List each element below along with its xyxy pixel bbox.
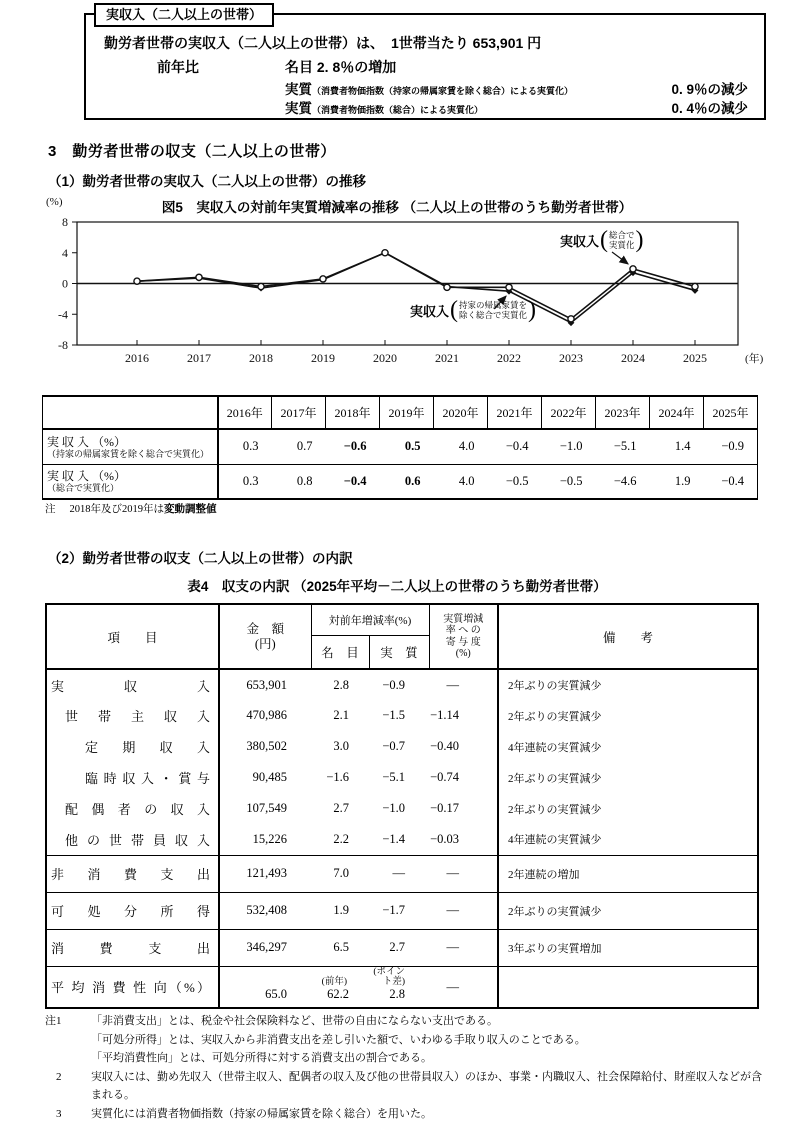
table4-item-label: 非 消 費 支 出 <box>47 864 218 883</box>
table4-cell-value: 3.0 <box>311 739 349 754</box>
table4-remark-cell: 4年連続の実質減少 <box>498 824 758 855</box>
table4-amount-cell <box>219 892 311 929</box>
summary-real1-value: 0. 9％の減少 <box>671 78 748 98</box>
table1-value-cell: −1.0 <box>542 429 596 464</box>
table4-contribution-cell <box>429 762 498 793</box>
x-tick-label: 2021 <box>435 351 459 365</box>
table4-item-label: 他 の 世 帯 員 収 入 <box>47 830 218 849</box>
summary-real2-value: 0. 4％の減少 <box>671 97 748 117</box>
x-tick-label: 2024 <box>621 351 645 365</box>
table1-value-cell: −0.4 <box>704 464 758 499</box>
marker-open-circle <box>382 250 388 256</box>
table4-amount-cell <box>219 966 311 1008</box>
table4-remark-cell: 2年ぶりの実質減少 <box>498 892 758 929</box>
breakdown-table <box>45 603 759 1009</box>
table4-remark-cell <box>498 966 758 1008</box>
summary-tab-title: 実収入（二人以上の世帯） <box>94 3 274 27</box>
x-tick-label: 2018 <box>249 351 273 365</box>
table4-real-cell <box>369 731 429 762</box>
breakdown-table-wrap <box>45 603 759 1009</box>
annotation-arrow <box>612 252 628 264</box>
x-tick-label: 2016 <box>125 351 149 365</box>
note-bold: 変動調整値 <box>164 504 217 515</box>
table4-contribution-cell <box>429 669 498 700</box>
table4-cell-value: 2.1 <box>311 708 349 723</box>
footnote-number <box>45 1031 91 1050</box>
table1-row <box>43 429 758 464</box>
summary-real2 <box>285 97 483 118</box>
table1-year-header: 2016年 <box>218 396 272 429</box>
table1-year-header: 2023年 <box>596 396 650 429</box>
marker-open-circle <box>134 278 140 284</box>
table4-amount-cell <box>219 700 311 731</box>
table4-item-label: 可 処 分 所 得 <box>47 901 218 920</box>
table4-cell-value: −1.14 <box>429 708 459 723</box>
table4-item-label: 臨 時 収 入 ・ 賞 与 <box>47 768 218 787</box>
table4-cell-value: −1.0 <box>369 801 405 816</box>
table4-header-yoy: 対前年増減率(%) <box>311 604 429 635</box>
table4-real-cell <box>369 892 429 929</box>
table4-contribution-cell <box>429 824 498 855</box>
footnote-row <box>45 1049 771 1068</box>
table4-amount-cell <box>219 824 311 855</box>
table4-real-cell <box>369 855 429 892</box>
table1-year-header: 2024年 <box>650 396 704 429</box>
summary-real1-prefix: 実質 <box>285 82 312 97</box>
footnote-text: 実収入には、勤め先収入（世帯主収入、配偶者の収入及び他の世帯員収入）のほか、事業・内職収入、社会保障給付、財産収入などが含まれる。 <box>91 1068 771 1105</box>
table1-value-cell: 0.3 <box>218 429 272 464</box>
table4-nominal-cell <box>311 793 369 824</box>
x-axis-unit-label: (年) <box>745 351 764 365</box>
table1-value-cell: −0.5 <box>542 464 596 499</box>
table4-header-real: 実 質 <box>369 635 429 669</box>
annotation-paren-line: 総合で <box>609 230 635 240</box>
x-tick-label: 2020 <box>373 351 397 365</box>
table4-item-cell <box>46 929 219 966</box>
table4-contribution-cell <box>429 793 498 824</box>
table1-year-header: 2022年 <box>542 396 596 429</box>
x-tick-label: 2017 <box>187 351 211 365</box>
table4-amount-cell <box>219 731 311 762</box>
table4-nominal-cell <box>311 700 369 731</box>
footnote-row <box>45 1031 771 1050</box>
annotation-paren-open: ( <box>599 228 609 252</box>
table4-remark-cell: 2年ぶりの実質減少 <box>498 669 758 700</box>
table4-real-cell <box>369 793 429 824</box>
table4-row <box>46 855 758 892</box>
table4-real-cell <box>369 966 429 1008</box>
table1-row-label-sub: （持家の帰属家賃を除く総合で実質化） <box>47 449 213 459</box>
table1-row-label <box>43 429 218 464</box>
table4-contribution-cell <box>429 731 498 762</box>
marker-open-circle <box>196 274 202 280</box>
table4-row <box>46 892 758 929</box>
summary-yoy-label: 前年比 <box>157 57 199 77</box>
y-tick-label: 0 <box>62 277 68 291</box>
table1-value-cell: 0.6 <box>380 464 434 499</box>
marker-open-circle <box>258 283 264 289</box>
table4-item-label: 消 費 支 出 <box>47 938 218 957</box>
table4-cell-value: 15,226 <box>220 832 287 847</box>
table4-item-cell <box>46 892 219 929</box>
table4-row <box>46 824 758 855</box>
table4-header-item: 項 目 <box>46 604 219 669</box>
table1-value-cell: −0.4 <box>488 429 542 464</box>
series-annotation <box>410 298 537 322</box>
summary-real1-note: （消費者物価指数（持家の帰属家賃を除く総合）による実質化） <box>312 86 573 96</box>
table4-nominal-cell <box>311 824 369 855</box>
table4-row <box>46 966 758 1008</box>
y-tick-label: 4 <box>62 246 68 260</box>
table4-cell-value: 62.2 <box>311 987 349 1002</box>
annotation-paren-close: ) <box>527 298 537 322</box>
table1-value-cell: 1.9 <box>650 464 704 499</box>
table4-header-amount: 金 額 (円) <box>219 604 311 669</box>
summary-line1: 勤労者世帯の実収入（二人以上の世帯）は、 1世帯当たり 653,901 円 <box>104 33 541 53</box>
table4-cell-value: 121,493 <box>220 866 287 881</box>
table1-value-cell: −5.1 <box>596 429 650 464</box>
annotation-label: 実収入 <box>410 301 449 320</box>
table4-real-cell <box>369 700 429 731</box>
table1-year-header: 2025年 <box>704 396 758 429</box>
table4-amount-cell <box>219 669 311 700</box>
yearly-rate-table-wrap <box>42 395 758 500</box>
table4-cell-value: — <box>429 940 459 955</box>
table4-amount-cell <box>219 793 311 824</box>
table1-row-label <box>43 464 218 499</box>
marker-open-circle <box>630 266 636 272</box>
table4-item-cell <box>46 855 219 892</box>
table1-value-cell: 0.3 <box>218 464 272 499</box>
table4-item-label: 世 帯 主 収 入 <box>47 706 218 725</box>
table4-real-cell <box>369 824 429 855</box>
table4-title: 表4 収支の内訳 （2025年平均－二人以上の世帯のうち勤労者世帯） <box>0 575 794 595</box>
table4-nominal-cell <box>311 762 369 793</box>
note-text: 2018年及び2019年は <box>70 504 165 515</box>
table1-value-cell: −0.4 <box>326 464 380 499</box>
table4-cell-value: −0.9 <box>369 678 405 693</box>
table4-cell-note: (前年) <box>311 977 349 987</box>
footnote-number: 2 <box>45 1068 91 1105</box>
footnotes <box>45 1012 771 1123</box>
table4-cell-note: (ポイント差) <box>369 967 405 987</box>
table4-item-label: 実 収 入 <box>47 676 218 695</box>
x-tick-label: 2019 <box>311 351 335 365</box>
table4-cell-value: — <box>429 980 459 995</box>
table4-item-cell <box>46 700 219 731</box>
table4-item-cell <box>46 824 219 855</box>
table4-contribution-cell <box>429 966 498 1008</box>
table4-cell-value: 2.2 <box>311 832 349 847</box>
table4-row <box>46 762 758 793</box>
table4-cell-value: 2.7 <box>369 940 405 955</box>
table4-real-cell <box>369 929 429 966</box>
table1-year-header: 2017年 <box>272 396 326 429</box>
table1-year-header: 2020年 <box>434 396 488 429</box>
table4-remark-cell: 2年連続の増加 <box>498 855 758 892</box>
table4-cell-value: 6.5 <box>311 940 349 955</box>
annotation-paren-line: 除く総合で実質化 <box>459 310 527 320</box>
table1-value-cell: −4.6 <box>596 464 650 499</box>
table1-row-label-sub: （総合で実質化） <box>47 483 213 493</box>
table4-contribution-cell <box>429 855 498 892</box>
table1-value-cell: 4.0 <box>434 429 488 464</box>
table4-cell-value: 532,408 <box>220 903 287 918</box>
table4-cell-value: — <box>429 866 459 881</box>
table4-row <box>46 929 758 966</box>
table4-contribution-cell <box>429 700 498 731</box>
table4-cell-value: 65.0 <box>220 987 287 1002</box>
table4-row <box>46 669 758 700</box>
summary-real2-note: （消費者物価指数（総合）による実質化） <box>312 105 483 115</box>
table4-cell-value: 2.7 <box>311 801 349 816</box>
y-tick-label: -8 <box>58 338 68 352</box>
table4-item-cell <box>46 762 219 793</box>
table4-cell-value: −0.40 <box>429 739 459 754</box>
table4-cell-value: −0.74 <box>429 770 459 785</box>
marker-open-circle <box>444 284 450 290</box>
table4-row <box>46 700 758 731</box>
table4-real-cell <box>369 762 429 793</box>
table4-cell-value: −1.6 <box>311 770 349 785</box>
y-tick-label: 8 <box>62 215 68 229</box>
footnote-row <box>45 1012 771 1031</box>
table1-value-cell: 0.7 <box>272 429 326 464</box>
annotation-paren-open: ( <box>449 298 459 322</box>
footnote-text: 「平均消費性向」とは、可処分所得に対する消費支出の割合である。 <box>91 1049 771 1068</box>
marker-open-circle <box>320 276 326 282</box>
yearly-rate-table <box>42 395 758 500</box>
y-axis-unit-label: (%) <box>46 196 63 208</box>
summary-real1 <box>285 78 573 99</box>
table4-remark-cell: 3年ぶりの実質増加 <box>498 929 758 966</box>
annotation-paren-lines <box>609 230 635 250</box>
table4-cell-value: −1.5 <box>369 708 405 723</box>
table1-value-cell: 4.0 <box>434 464 488 499</box>
subsection-2-heading: （2）勤労者世帯の収支（二人以上の世帯）の内訳 <box>48 547 353 567</box>
annotation-paren-close: ) <box>635 228 645 252</box>
table4-nominal-cell <box>311 929 369 966</box>
table4-item-cell <box>46 793 219 824</box>
y-tick-label: -4 <box>58 307 68 321</box>
table4-cell-value: −0.17 <box>429 801 459 816</box>
table4-nominal-cell <box>311 731 369 762</box>
table4-real-cell <box>369 669 429 700</box>
table4-item-cell <box>46 731 219 762</box>
table1-value-cell: 0.5 <box>380 429 434 464</box>
table1-value-cell: 1.4 <box>650 429 704 464</box>
table4-nominal-cell <box>311 966 369 1008</box>
table4-header-nominal: 名 目 <box>311 635 369 669</box>
table4-row <box>46 731 758 762</box>
table4-cell-value: — <box>429 678 459 693</box>
table1-value-cell: 0.8 <box>272 464 326 499</box>
summary-real2-prefix: 実質 <box>285 101 312 116</box>
subsection-1-heading: （1）勤労者世帯の実収入（二人以上の世帯）の推移 <box>48 170 366 190</box>
table4-cell-value: — <box>429 903 459 918</box>
table4-item-label: 定 期 収 入 <box>47 737 218 756</box>
footnote-number <box>45 1049 91 1068</box>
table1-row-label-main: 実 収 入 （%） <box>47 435 213 449</box>
summary-nominal-change: 名目 2. 8％の増加 <box>285 57 396 77</box>
table4-row <box>46 793 758 824</box>
table4-cell-value: 7.0 <box>311 866 349 881</box>
x-tick-label: 2022 <box>497 351 521 365</box>
table4-cell-value: −1.4 <box>369 832 405 847</box>
figure5-chart <box>0 192 794 384</box>
annotation-label: 実収入 <box>560 231 599 250</box>
table4-cell-value: 653,901 <box>220 678 287 693</box>
table4-remark-cell: 4年連続の実質減少 <box>498 731 758 762</box>
table4-cell-value: −1.7 <box>369 903 405 918</box>
table4-cell-value: 346,297 <box>220 940 287 955</box>
series-annotation <box>560 228 645 252</box>
table4-remark-cell: 2年ぶりの実質減少 <box>498 700 758 731</box>
table4-cell-value: −5.1 <box>369 770 405 785</box>
table1-row-label-main: 実 収 入 （%） <box>47 469 213 483</box>
table4-item-label: 平 均 消 費 性 向（%） <box>47 977 218 996</box>
figure5-title: 図5 実収入の対前年実質増減率の推移 （二人以上の世帯のうち勤労者世帯） <box>0 196 794 216</box>
table1-blank-header <box>43 396 218 429</box>
table4-contribution-cell <box>429 892 498 929</box>
table4-cell-value: 2.8 <box>369 987 405 1002</box>
footnote-row <box>45 1068 771 1105</box>
table1-row <box>43 464 758 499</box>
table4-nominal-cell <box>311 892 369 929</box>
yearly-rate-table-note <box>45 501 217 516</box>
table4-amount-cell <box>219 762 311 793</box>
table4-cell-value: 1.9 <box>311 903 349 918</box>
table1-value-cell: −0.9 <box>704 429 758 464</box>
x-tick-label: 2023 <box>559 351 583 365</box>
table1-value-cell: −0.5 <box>488 464 542 499</box>
table1-year-header: 2019年 <box>380 396 434 429</box>
table4-header-contribution: 実質増減 率 へ の 寄 与 度 (%) <box>429 604 498 669</box>
table1-value-cell: −0.6 <box>326 429 380 464</box>
table4-cell-value: — <box>369 866 405 881</box>
table4-cell-value: 107,549 <box>220 801 287 816</box>
table4-header-remarks: 備 考 <box>498 604 758 669</box>
note-prefix: 注 <box>45 504 56 515</box>
marker-open-circle <box>506 284 512 290</box>
x-tick-label: 2025 <box>683 351 707 365</box>
table4-contribution-cell <box>429 929 498 966</box>
table4-nominal-cell <box>311 669 369 700</box>
summary-box <box>84 13 766 120</box>
annotation-paren-line: 実質化 <box>609 240 635 250</box>
table4-item-cell <box>46 669 219 700</box>
marker-open-circle <box>692 283 698 289</box>
annotation-paren-line: 持家の帰属家賃を <box>459 300 527 310</box>
table4-item-label: 配 偶 者 の 収 入 <box>47 799 218 818</box>
footnote-row <box>45 1105 771 1123</box>
section-heading: 3 勤労者世帯の収支（二人以上の世帯） <box>48 140 336 161</box>
table1-year-header: 2021年 <box>488 396 542 429</box>
table4-cell-value: 470,986 <box>220 708 287 723</box>
footnote-number: 注1 <box>45 1012 91 1031</box>
footnote-text: 実質化には消費者物価指数（持家の帰属家賃を除く総合）を用いた。 <box>91 1105 771 1123</box>
table4-nominal-cell <box>311 855 369 892</box>
table4-remark-cell: 2年ぶりの実質減少 <box>498 762 758 793</box>
footnote-text: 「非消費支出」とは、税金や社会保険料など、世帯の自由にならない支出である。 <box>91 1012 771 1031</box>
table4-cell-value: −0.7 <box>369 739 405 754</box>
table4-amount-cell <box>219 855 311 892</box>
table4-remark-cell: 2年ぶりの実質減少 <box>498 793 758 824</box>
figure5-plot <box>0 192 794 384</box>
table4-cell-value: 2.8 <box>311 678 349 693</box>
table4-amount-cell <box>219 929 311 966</box>
footnote-number: 3 <box>45 1105 91 1123</box>
marker-open-circle <box>568 316 574 322</box>
table4-cell-value: 90,485 <box>220 770 287 785</box>
annotation-paren-lines <box>459 300 527 320</box>
table4-cell-value: 380,502 <box>220 739 287 754</box>
table4-cell-value: −0.03 <box>429 832 459 847</box>
table4-item-cell <box>46 966 219 1008</box>
table1-year-header: 2018年 <box>326 396 380 429</box>
footnote-text: 「可処分所得」とは、実収入から非消費支出を差し引いた額で、いわゆる手取り収入のことである。 <box>91 1031 771 1050</box>
